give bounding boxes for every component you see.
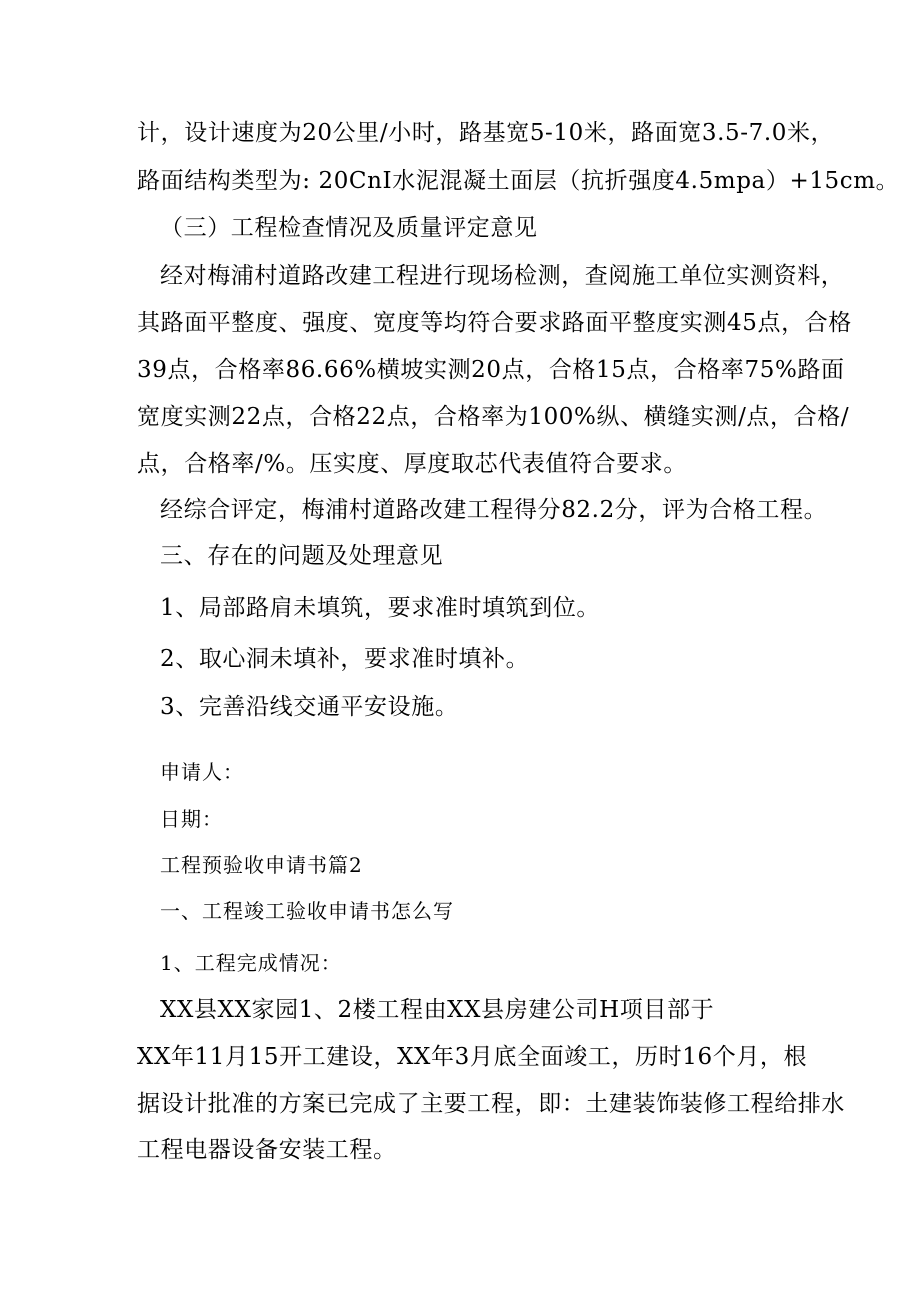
list-item: 1、局部路肩未填筑，要求准时填筑到位。 (160, 595, 601, 621)
body-line: 宽度实测22点，合格22点，合格率为100%纵、横缝实测/点，合格/ (137, 404, 850, 430)
list-item: 2、取心洞未填补，要求准时填补。 (160, 646, 530, 672)
body-line: 39点，合格率86.66%横坡实测20点，合格15点，合格率75%路面 (137, 357, 845, 383)
body-line: XX年11月15开工建设，XX年3月底全面竣工，历时16个月，根 (137, 1044, 808, 1070)
body-line: 其路面平整度、强度、宽度等均符合要求路面平整度实测45点，合格 (137, 310, 852, 336)
body-line: 点，合格率/%。压实度、厚度取芯代表值符合要求。 (137, 451, 688, 477)
body-line: 计，设计速度为20公里/小时，路基宽5-10米，路面宽3.5-7.0米， (137, 120, 835, 146)
section-heading: 一、工程竣工验收申请书怎么写 (160, 899, 454, 923)
applicant-label: 申请人： (160, 760, 244, 784)
body-line: 工程电器设备安装工程。 (137, 1137, 397, 1163)
body-line: 经综合评定，梅浦村道路改建工程得分82.2分，评为合格工程。 (160, 497, 828, 523)
section-heading: 三、存在的问题及处理意见 (160, 543, 444, 569)
body-line: 据设计批准的方案已完成了主要工程，即：土建装饰装修工程给排水 (137, 1091, 845, 1117)
part-title: 工程预验收申请书篇2 (160, 853, 363, 877)
date-label: 日期： (160, 807, 223, 831)
section-heading: （三）工程检查情况及质量评定意见 (160, 215, 538, 241)
list-item: 3、完善沿线交通平安设施。 (160, 694, 459, 720)
body-line: 经对梅浦村道路改建工程进行现场检测，查阅施工单位实测资料， (160, 263, 845, 289)
body-line: XX县XX家园1、2楼工程由XX县房建公司H项目部于 (160, 997, 715, 1023)
body-line: 路面结构类型为: 20CnI水泥混凝土面层（抗折强度4.5mpa）+15cm。 (137, 168, 900, 194)
sub-heading: 1、工程完成情况： (160, 951, 342, 975)
